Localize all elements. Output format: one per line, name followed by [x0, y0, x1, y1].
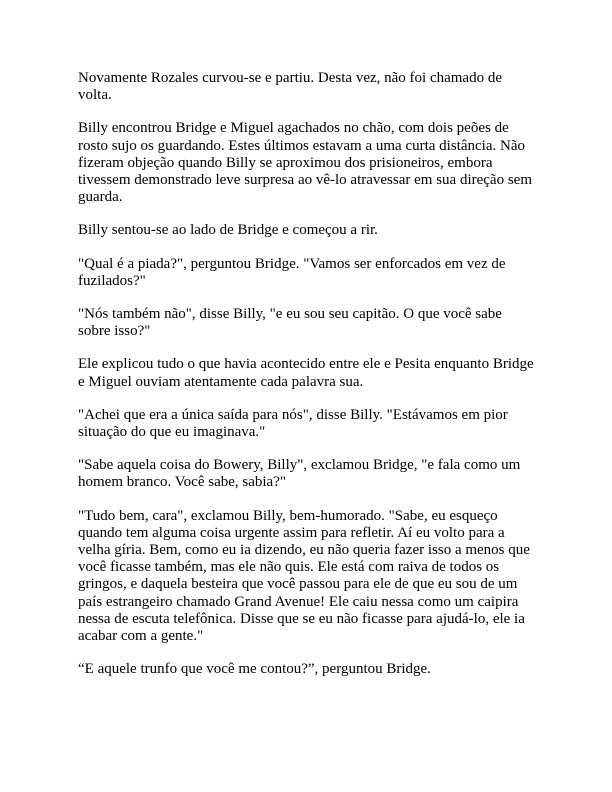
paragraph-7: "Achei que era a única saída para nós", disse Billy. "Estávamos em pior situação do que eu imaginava." [78, 406, 508, 441]
paragraph-9: "Tudo bem, cara", exclamou Billy, bem-humorado. "Sabe, eu esqueço quando tem alguma coisa urgente assim para refletir. Aí eu volto para a velha gíria. Bem, como eu ia dizendo, eu não queria fazer isso a menos que você ficasse também, mas ele não quis. Ele está com raiva de todos os gringos, e daquela besteira que você passou para ele de que eu sou de um país estrangeiro chamado Grand Avenue! Ele caiu nessa como um caipira nessa de escuta telefônica. Disse que se eu não ficasse para ajudá-lo, ele ia acabar com a gente." [78, 507, 530, 645]
paragraph-3: Billy sentou-se ao lado de Bridge e começou a rir. [78, 222, 378, 239]
paragraph-2: Billy encontrou Bridge e Miguel agachados no chão, com dois peões de rosto sujo os guardando. Estes últimos estavam a uma curta distância. Não fizeram objeção quando Billy se aproximou dos prisioneiros, embora tivessem demonstrado leve surpresa ao vê-lo atravessar em sua direção sem guarda. [78, 120, 532, 206]
document-page [78, 70, 538, 694]
paragraph-4: "Qual é a piada?", perguntou Bridge. "Vamos ser enforcados em vez de fuzilados?" [78, 255, 506, 289]
paragraph-5: "Nós também não", disse Billy, "e eu sou seu capitão. O que você sabe sobre isso?" [78, 306, 502, 340]
paragraph-1: Novamente Rozales curvou-se e partiu. Desta vez, não foi chamado de volta. [78, 70, 502, 104]
paragraph-6: Ele explicou tudo o que havia acontecido entre ele e Pesita enquanto Bridge e Miguel ouviam atentamente cada palavra sua. [78, 356, 534, 390]
paragraph-10: “E aquele trunfo que você me contou?”, perguntou Bridge. [78, 661, 431, 678]
paragraph-8: "Sabe aquela coisa do Bowery, Billy", exclamou Bridge, "e fala como um homem branco. Você sabe, sabia?" [78, 457, 521, 491]
